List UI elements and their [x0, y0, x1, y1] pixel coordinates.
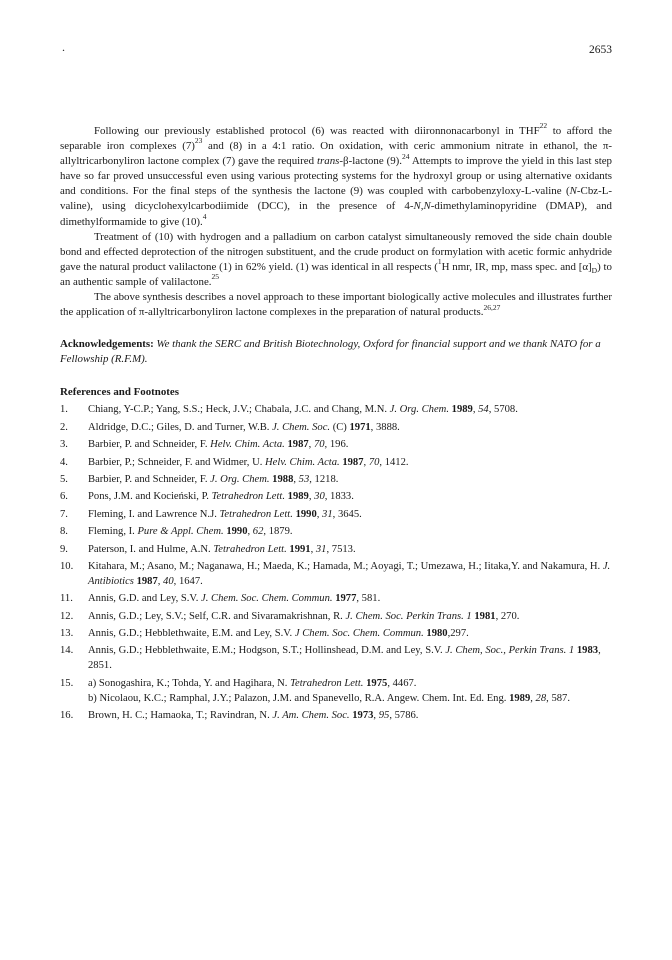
text-run: N [569, 185, 577, 198]
reference-item [60, 420, 612, 435]
text-run: 95 [378, 710, 390, 722]
reference-text [88, 678, 416, 689]
text-run: , [363, 456, 369, 468]
text-run: , 1218. [309, 473, 339, 485]
text-run: Paterson, I. and Hulme, A.N. [88, 543, 214, 555]
text-run: Tetrahedron Lett. [219, 508, 293, 520]
text-run: H nmr, IR, mp, mass spec. and [α] [441, 260, 592, 273]
text-run: to afford the separable iron complexes (7) [60, 125, 612, 153]
text-run: 62 [252, 526, 264, 538]
text-run: ,297. [447, 628, 469, 640]
reference-text [88, 439, 348, 450]
paragraph-2 [60, 230, 612, 290]
text-run: , 1833. [324, 491, 354, 503]
reference-number: 1. [60, 404, 68, 416]
text-run: 70 [368, 456, 380, 468]
reference-number: 16. [60, 710, 74, 722]
reference-text [88, 457, 409, 468]
text-run: , 1879. [263, 526, 293, 538]
text-run: Barbier, P. and Schneider, F. [88, 473, 211, 485]
text-run: -dimethylaminopyridine (DMAP), and dimethylformamide to give (10). [60, 200, 612, 228]
text-run: b) Nicolaou, K.C.; Ramphal, J.Y.; Palazon, J.M. and Spanevello, R.A. Angew. Chem. Int. Ed. Eng. [88, 692, 510, 704]
text-run: Chiang, Y-C.P.; Yang, S.S.; Heck, J.V.; Chabala, J.C. and Chang, M.N. [88, 404, 390, 416]
text-run: J. Chem. Soc. Perkin Trans. 1 [345, 610, 472, 622]
text-run: 1983 [576, 645, 599, 657]
reference-number: 3. [60, 439, 68, 451]
text-run: 1977 [335, 593, 357, 605]
reference-item [60, 609, 612, 624]
text-run: Tetrahedron Lett. [290, 677, 364, 689]
text-run: -Cbz-L-valine), using dicyclohexylcarbodiimide (DCC), in the presence of 4- [60, 185, 612, 213]
reference-text [88, 628, 469, 639]
acknowledgements-text: We thank the SERC and British Biotechnology, Oxford for financial support and we thank NATO for a Fellowship (R.F.M). [60, 338, 601, 366]
text-run: Fleming, I. and Lawrence N.J. [88, 508, 220, 520]
reference-item [60, 559, 612, 589]
reference-item [60, 643, 612, 673]
references-list [60, 402, 612, 723]
reference-number: 6. [60, 491, 68, 503]
reference-number: 4. [60, 456, 68, 468]
text-run: a) Sonogashira, K.; Tohda, Y. and Hagihara, N. [88, 677, 291, 689]
text-run: 25 [211, 272, 220, 282]
text-run: 1975 [366, 677, 388, 689]
reference-item [60, 437, 612, 452]
paragraph-1 [60, 121, 612, 230]
paragraph-3 [60, 290, 612, 320]
text-run: , [157, 575, 164, 587]
text-run: 1987 [136, 575, 158, 587]
text-run: , [316, 508, 323, 520]
text-run: Annis, G.D.; Hebblethwaite, E.M.; Hodgson, S.T.; Hollinshead, D.M. and Ley, S.V. [88, 645, 446, 657]
text-run: , 1412. [379, 456, 409, 468]
text-run: , [472, 404, 479, 416]
text-run: , [247, 526, 253, 538]
text-run: 1981 [474, 610, 496, 622]
reference-subitem [88, 691, 612, 706]
text-run: Helv. Chim. Acta. [210, 439, 285, 451]
text-run: Pure & Appl. Chem. [137, 526, 224, 538]
page-number: 2653 [589, 44, 612, 56]
text-run: Pons, J.M. and Kocieński, P. [88, 491, 212, 503]
text-run: 31 [322, 508, 333, 520]
reference-number: 8. [60, 526, 68, 538]
reference-item [60, 708, 612, 723]
text-run: 22 [539, 121, 548, 131]
text-run: , [293, 473, 299, 485]
text-run: , 4467. [387, 677, 417, 689]
text-run: trans [317, 155, 340, 168]
text-run: and (8) in a 4:1 ratio. On oxidation, with ceric ammonium nitrate in ethanol, the π-allyltricarbonyliron lactone complex (7) gave the required [60, 140, 612, 168]
text-run: Brown, H. C.; Hamaoka, T.; Ravindran, N. [88, 710, 273, 722]
reference-number: 12. [60, 610, 74, 622]
text-run: Kitahara, M.; Asano, M.; Naganawa, H.; Maeda, K.; Hamada, M.; Aoyagi, T.; Umezawa, H.; Iitaka,Y. and Nakamura, H. [88, 560, 603, 572]
reference-text [88, 645, 601, 671]
text-run: , 581. [356, 593, 381, 605]
text-run: ) to an authentic sample of valilactone. [60, 260, 612, 288]
reference-item [60, 626, 612, 641]
text-run: 53 [298, 473, 310, 485]
text-run: 1991 [289, 543, 311, 555]
text-run: 1987 [287, 439, 309, 451]
text-run: 1971 [349, 421, 371, 433]
reference-item [60, 489, 612, 504]
reference-text [88, 544, 356, 555]
reference-number: 13. [60, 628, 74, 640]
text-run: Helv. Chim. Acta. [265, 456, 340, 468]
reference-number: 5. [60, 473, 68, 485]
reference-number: 15. [60, 677, 74, 689]
text-run: , 5708. [488, 404, 518, 416]
text-run: 1980 [426, 628, 448, 640]
text-run: Attempts to improve the yield in this last step have so far proved unsuccessful even using various protecting systems for the hydroxyl group or using alternative oxidants and conditions. For the final steps of the synthesis the lactone (9) was coupled with carbobenzyloxy-L-valine ( [60, 155, 612, 198]
text-run: Treatment of (10) with hydrogen and a palladium on carbon catalyst simultaneously removed the side chain double bond and effected deprotection of the nitrogen substituent, and the crude product on formylation with acetic formic anhydride gave the natural product valilactone (1) in 62% yield. (1) was identical in all respects ( [60, 230, 612, 273]
references-heading: References and Footnotes [60, 386, 179, 399]
text-run: J. Antibiotics [88, 560, 611, 587]
reference-text [88, 526, 293, 537]
reference-number: 7. [60, 508, 68, 520]
text-run: Annis, G.D.; Hebblethwaite, E.M. and Ley, S.V. [88, 628, 295, 640]
reference-number: 14. [60, 645, 74, 657]
text-run: 1 [437, 257, 442, 267]
acknowledgements [60, 337, 612, 367]
reference-item [60, 455, 612, 470]
text-run: , [308, 491, 315, 503]
text-run: D [591, 266, 598, 276]
text-run: Annis, G.D.; Ley, S.V.; Self, C.R. and Sivaramakrishnan, R. [88, 610, 346, 622]
text-run: J. Chem, Soc., Perkin Trans. 1 [445, 645, 575, 657]
text-run: Following our previously established protocol (6) was reacted with diironnonacarbonyl in THF [94, 125, 540, 137]
reference-item [60, 591, 612, 606]
text-run: 1989 [451, 404, 473, 416]
text-run: , 3645. [332, 508, 362, 520]
text-run: J. Am. Chem. Soc. [272, 710, 350, 722]
text-run: , 2851. [88, 645, 601, 672]
reference-item [60, 542, 612, 557]
text-run: Barbier, P.; Schneider, F. and Widmer, U. [88, 456, 266, 468]
text-run: 1990 [295, 508, 317, 520]
text-run: (C) [330, 421, 350, 433]
text-run: Tetrahedron Lett. [213, 543, 287, 555]
reference-number: 2. [60, 421, 68, 433]
text-run: 26,27 [483, 302, 501, 312]
text-run: , 196. [324, 439, 349, 451]
text-run: , [530, 692, 536, 704]
reference-text [88, 710, 418, 721]
text-run: 1989 [287, 491, 309, 503]
reference-text [88, 404, 518, 415]
text-run: , 270. [495, 610, 520, 622]
body-text [60, 121, 612, 726]
text-run: , 587. [546, 692, 570, 704]
reference-item [60, 472, 612, 487]
text-run: J Chem. Soc. Chem. Commun. [294, 628, 424, 640]
reference-text [88, 509, 362, 520]
text-run: J. Chem. Soc. [272, 421, 331, 433]
text-run: Fleming, I. [88, 526, 138, 538]
text-run: 23 [194, 136, 203, 146]
reference-item [60, 524, 612, 539]
text-run: , 7513. [326, 543, 356, 555]
text-run: Barbier, P. and Schneider, F. [88, 439, 211, 451]
reference-text [88, 593, 380, 604]
text-run: 31 [315, 543, 327, 555]
text-run: , [310, 543, 316, 555]
text-run: 54 [478, 404, 489, 416]
reference-number: 10. [60, 560, 74, 572]
text-run: The above synthesis describes a novel approach to these important biologically active molecules and illustrates further the application of π-allyltricarbonyliron lactone complexes in the preparation of natural products. [60, 291, 612, 319]
reference-text [88, 474, 338, 485]
text-run: J. Chem. Soc. Chem. Commun. [201, 593, 333, 605]
text-run: Tetrahedron Lett. [211, 491, 285, 503]
text-run: , 1647. [173, 575, 203, 587]
text-run: 1988 [272, 473, 294, 485]
reference-text [88, 611, 519, 622]
text-run: Aldridge, D.C.; Giles, D. and Turner, W.B. [88, 421, 273, 433]
text-run: 1989 [509, 692, 531, 704]
text-run: 24 [402, 151, 410, 161]
text-run: 1990 [226, 526, 248, 538]
reference-number: 11. [60, 593, 73, 605]
text-run: , [373, 710, 379, 722]
text-run: , [308, 439, 314, 451]
text-run: N,N [413, 200, 431, 213]
acknowledgements-label: Acknowledgements: [60, 338, 154, 351]
text-run: 1973 [352, 710, 374, 722]
reference-item [60, 402, 612, 417]
text-run: 40 [163, 575, 174, 587]
text-run: 30 [314, 491, 325, 503]
text-run: 4 [202, 211, 207, 221]
text-run: 70 [313, 439, 325, 451]
text-run: -β-lactone (9). [339, 155, 403, 168]
text-run: 28 [535, 692, 547, 704]
text-run: 1987 [342, 456, 364, 468]
reference-text [88, 491, 354, 502]
text-run: Annis, G.D. and Ley, S.V. [88, 593, 201, 605]
reference-item [60, 507, 612, 522]
stray-mark: . [62, 40, 65, 54]
text-run: , 5786. [389, 710, 419, 722]
reference-number: 9. [60, 543, 68, 555]
reference-item [60, 676, 612, 706]
reference-text [88, 422, 400, 433]
text-run: J. Org. Chem. [210, 473, 270, 485]
text-run: J. Org. Chem. [389, 404, 449, 416]
reference-text [88, 561, 610, 587]
text-run: , 3888. [370, 421, 400, 433]
